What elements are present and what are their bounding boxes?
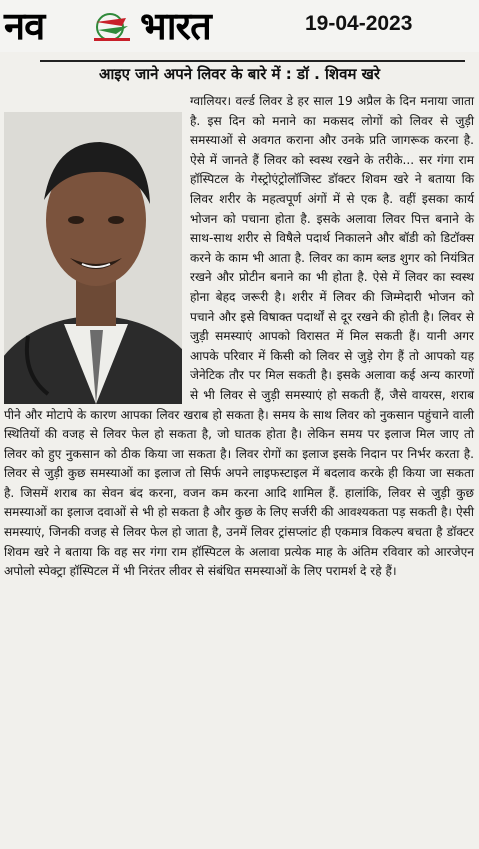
- article-text: ग्वालियर। वर्ल्ड लिवर डे हर साल 19 अप्रैल के दिन मनाया जाता है. इस दिन को मनाने का मकसद लोगों को लिवर से जुड़ी समस्याओं से अवगत कराना और उनके प्रति जागरूक करना है. ऐसे में जानते हैं लिवर को स्वस्थ रखने के तरीके... सर गंगा राम हॉस्पिटल के गेस्ट्रोएंट्रोलॉजिस्ट डॉक्टर शिवम खरे ने बताया कि लिवर शरीर के महत्वपूर्ण अंगों में से एक है. वहीं इसका कार्य भोजन को पचाना होता है. इसके अलावा लिवर पित्त बनाने के साथ-साथ शरीर से विषैले पदार्थ निकालने और बॉडी को डिटॉक्स करने के काम भी आता है. लिवर का काम ब्लड शुगर को नियंत्रित रखने और प्रोटीन बनाने का भी होता है. ऐसे में लिवर का स्वस्थ होना बेहद जरूरी है। शरीर में लिवर की जिम्मेदारी भोजन को पचाने और इसे विषाक्त पदार्थों से दूर रखने की होती है। लिवर से जुड़ी समस्याएं आपको विरासत में मिल सकती हैं। यानी अगर आपके परिवार में किसी को लिवर से जुड़े रोग हैं तो आपको यह जेनेटिक तौर पर मिल सकती है। इसके अलावा कई अन्य कारणों से भी लिवर से जुड़ी समस्याएं हो सकती हैं, जैसे वायरस, शराब पीने और मोटापे के कारण आपका लिवर खराब हो सकता है। समय के साथ लिवर को नुकसान पहुंचाने वाली स्थितियों की वजह से लिवर फेल हो सकता है, जो घातक होता है। लेकिन समय पर इलाज मिल जाए तो लिवर को हुए नुकसान को ठीक किया जा सकता है। लिवर रोगों का इलाज इसके निदान पर निर्भर करता है. लिवर से जुड़ी कुछ समस्याओं का इलाज तो सिर्फ अपने लाइफस्टाइल में बदलाव करके ही किया जा सकता है. जिसमें शराब का सेवन बंद करना, वजन कम करना आदि शामिल हैं. हालांकि, लिवर से जुड़ी कुछ समस्याओं का इलाज दवाओं से भी हो सकता है और कुछ के लिए सर्जरी की आवश्यकता पड़ सकती है। ऐसी समस्याएं, जिनकी वजह से लिवर फेल हो जाता है, उनमें लिवर ट्रांसप्लांट ही एकमात्र विकल्प बचता है डॉक्टर शिवम खरे ने बताया कि वह सर गंगा राम हॉस्पिटल के अलावा प्रत्येक माह के अंतिम रविवार को आरजेएन अपोलो स्पेक्ट्रा हॉस्पिटल में भी निरंतर लीवर से संबंधित समस्याओं के लिए परामर्श दे रहे हैं।: [4, 94, 474, 579]
- navbharat-logo-icon: [86, 10, 138, 44]
- headline-divider: [40, 60, 465, 62]
- paper-name-left: नव: [4, 4, 45, 48]
- article-headline: आइए जाने अपने लिवर के बारे में : डॉ . शिवम खरे: [98, 65, 381, 83]
- issue-date: 19-04-2023: [305, 12, 413, 35]
- paper-name-right: भारत: [140, 4, 211, 48]
- article-body: [4, 92, 474, 582]
- doctor-portrait-photo: [4, 112, 182, 404]
- masthead: [0, 0, 479, 52]
